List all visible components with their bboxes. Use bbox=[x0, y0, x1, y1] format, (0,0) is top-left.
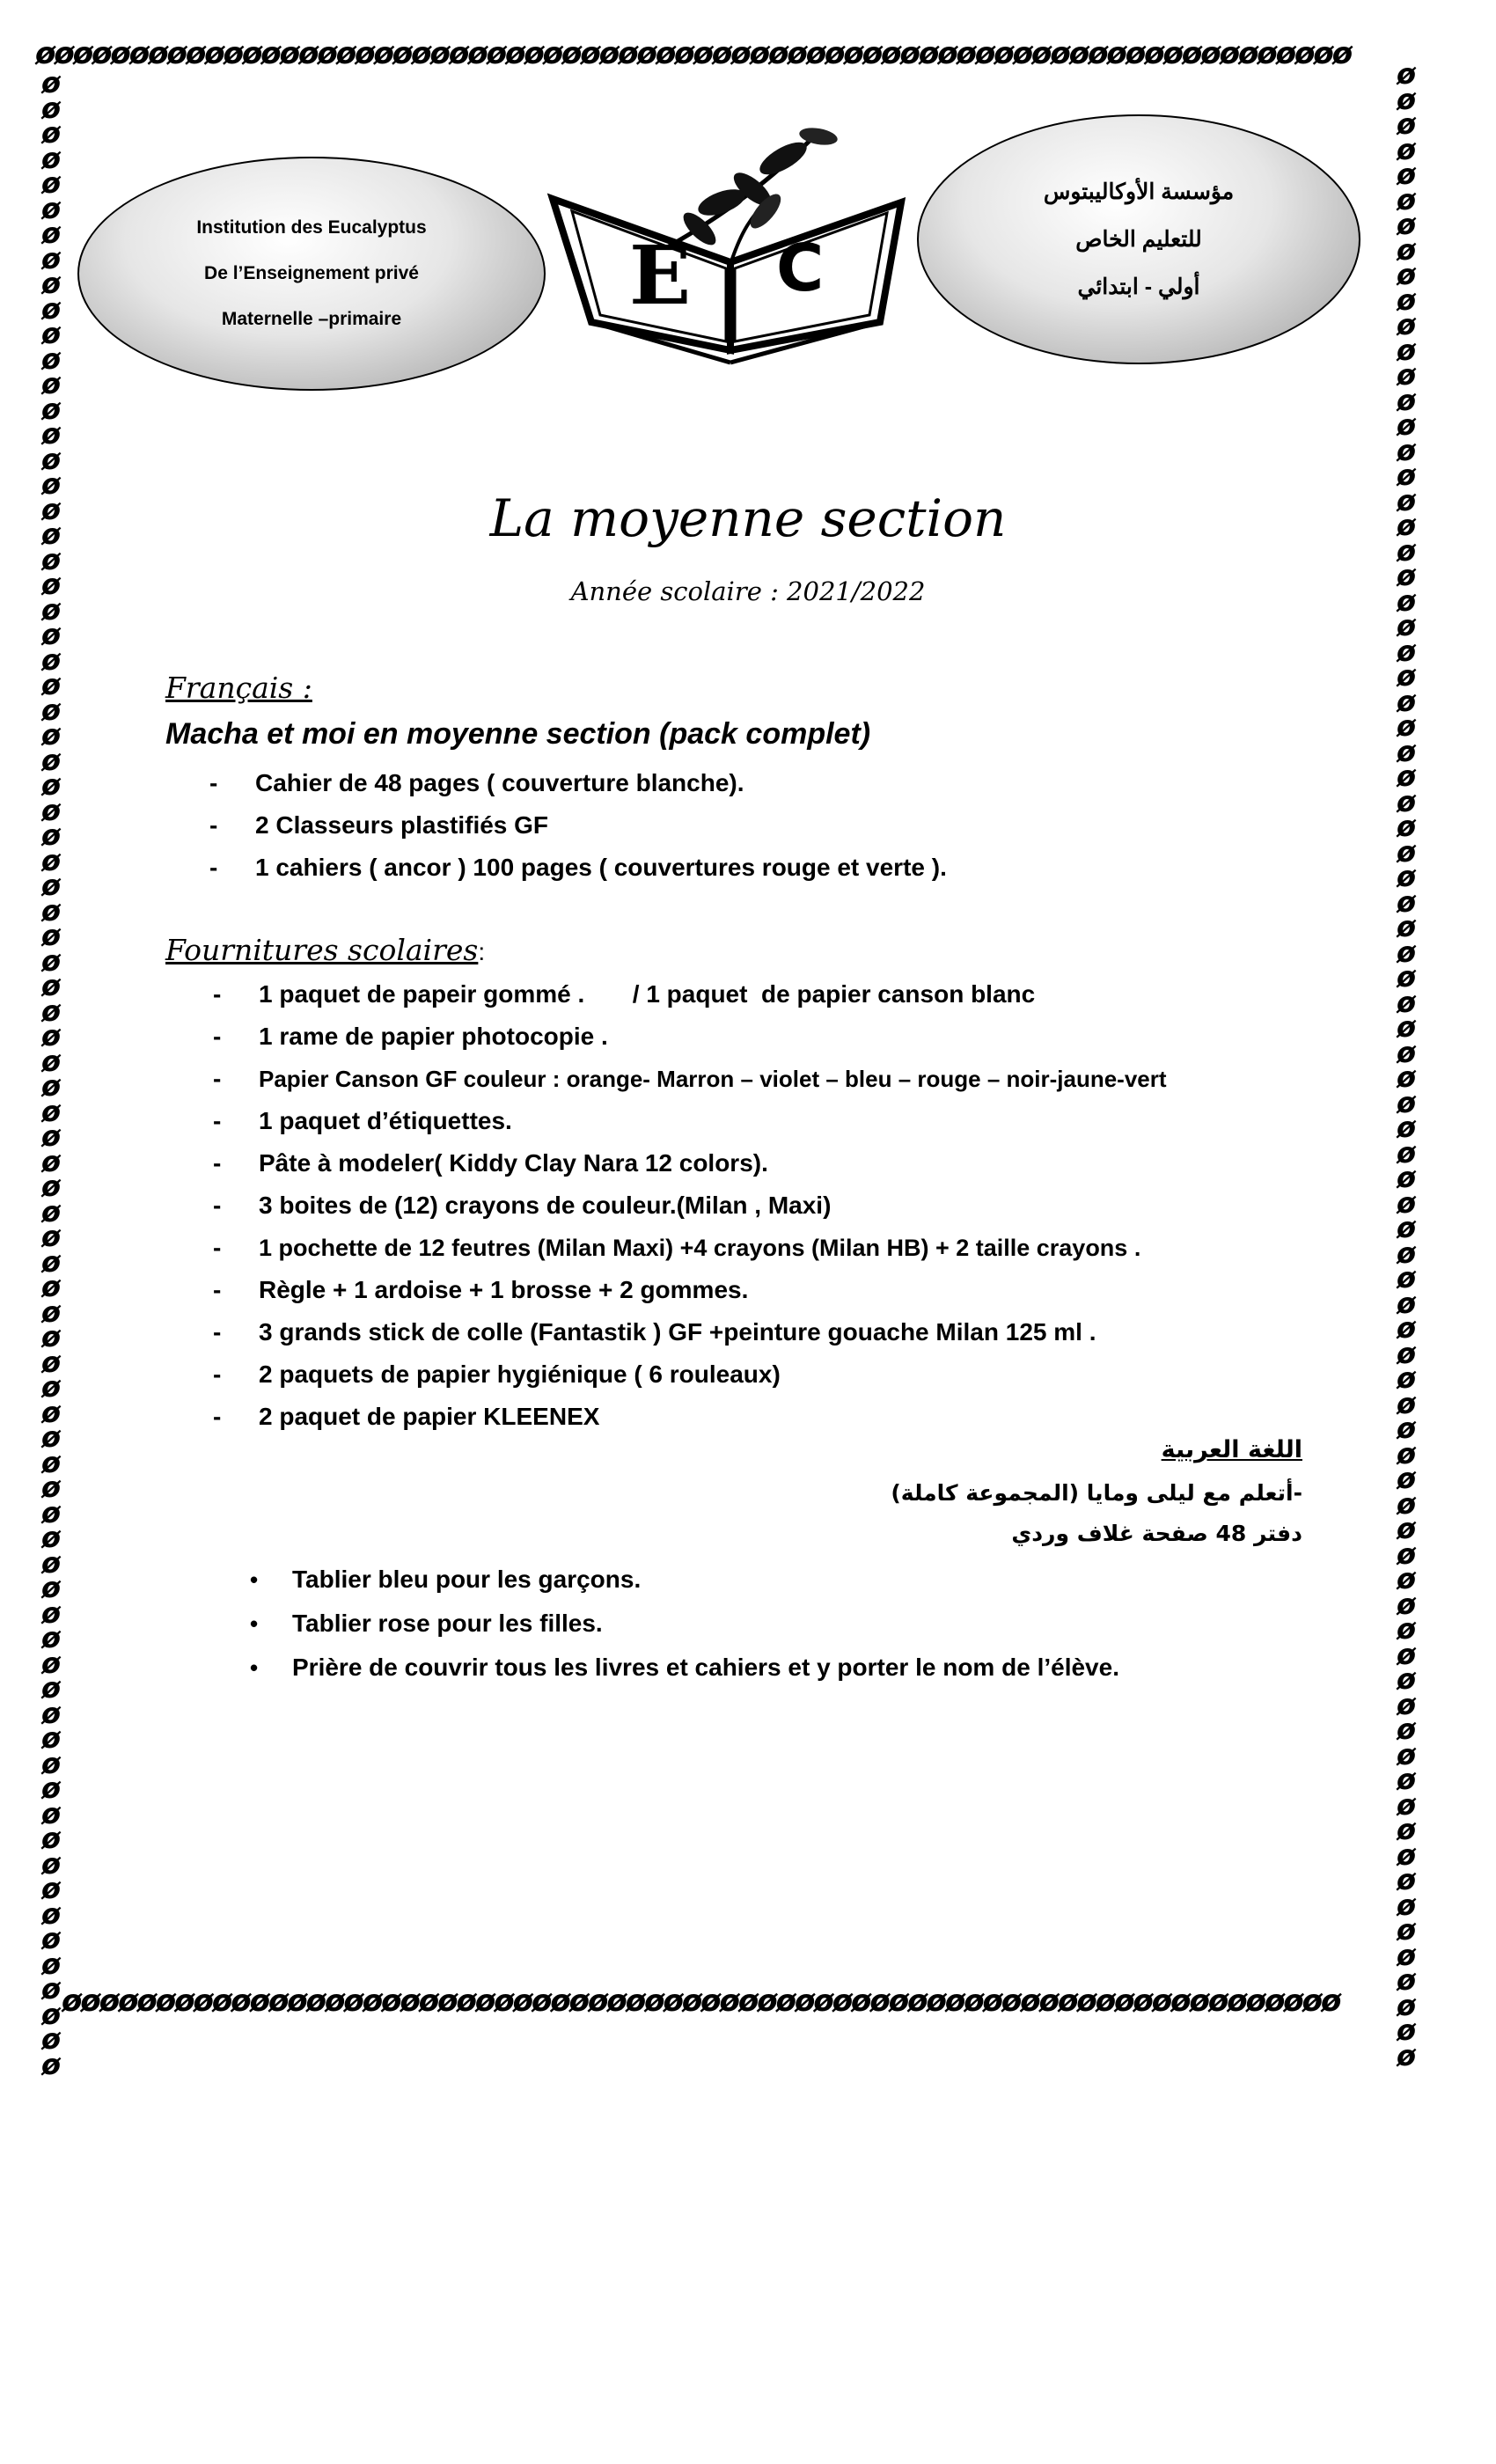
list-item bbox=[213, 1396, 1167, 1438]
list-item-text: 2 Classeurs plastifiés GF bbox=[255, 811, 549, 839]
francais-pack: Macha et moi en moyenne section (pack complet) bbox=[165, 717, 871, 751]
list-item-text: 1 paquet de papeir gommé . / 1 paquet de papier canson blanc bbox=[259, 980, 1036, 1008]
oval-ar-line-1: مؤسسة الأوكاليبتوس bbox=[1043, 180, 1235, 204]
list-dash: - bbox=[213, 1403, 222, 1430]
list-dash: - bbox=[213, 1107, 222, 1134]
arabic-line-2: دفتر 48 صفحة غلاف وردي bbox=[1011, 1521, 1302, 1546]
list-item-text: Papier Canson GF couleur : orange- Marron – violet – bleu – rouge – noir-jaune-vert bbox=[259, 1066, 1167, 1092]
school-logo bbox=[546, 114, 915, 396]
arabic-line-1: -أتعلم مع ليلى ومايا (المجموعة كاملة) bbox=[891, 1480, 1302, 1506]
list-item bbox=[209, 804, 947, 847]
fournitures-list bbox=[213, 973, 1167, 1438]
list-dash: - bbox=[209, 769, 218, 796]
institution-name-oval-fr bbox=[77, 157, 546, 391]
list-item bbox=[213, 1311, 1167, 1353]
francais-heading: Français : bbox=[165, 671, 312, 705]
list-dash: - bbox=[209, 854, 218, 881]
list-item-text: Pâte à modeler( Kiddy Clay Nara 12 colors). bbox=[259, 1149, 768, 1177]
bullet-icon: • bbox=[250, 1610, 259, 1637]
list-dash: - bbox=[213, 1276, 222, 1303]
bullet-icon: • bbox=[250, 1566, 259, 1593]
logo-letter-c: C bbox=[776, 231, 825, 306]
border-right: ø ø ø ø ø ø ø ø ø ø ø ø ø ø ø ø ø ø ø ø ø ø ø ø ø ø ø ø ø ø ø ø ø ø ø ø ø ø ø ø ø ø ø ø ø ø ø ø ø ø ø ø ø ø ø ø ø ø ø ø ø ø ø ø ø ø ø ø ø ø ø ø ø ø ø ø ø ø ø ø bbox=[1397, 57, 1416, 2072]
list-dash: - bbox=[213, 1149, 222, 1177]
list-item-text: 1 rame de papier photocopie . bbox=[259, 1023, 608, 1050]
list-dash: - bbox=[213, 1360, 222, 1388]
list-item bbox=[209, 762, 947, 804]
list-dash: - bbox=[213, 1318, 222, 1346]
oval-fr-line-1: Institution des Eucalyptus bbox=[196, 217, 427, 238]
logo-letter-e: E bbox=[629, 228, 692, 323]
list-dash: - bbox=[209, 811, 218, 839]
list-dash: - bbox=[213, 1065, 222, 1092]
list-item bbox=[213, 973, 1167, 1016]
list-item bbox=[213, 1016, 1167, 1058]
page-title: La moyenne section bbox=[489, 488, 1007, 548]
francais-list bbox=[209, 762, 947, 889]
open-book-icon bbox=[553, 199, 901, 363]
list-item-text: 1 paquet d’étiquettes. bbox=[259, 1107, 512, 1134]
list-dash: - bbox=[213, 1023, 222, 1050]
list-item bbox=[213, 1058, 1167, 1100]
list-item bbox=[213, 1100, 1167, 1142]
list-item bbox=[250, 1558, 1119, 1602]
list-item bbox=[213, 1269, 1167, 1311]
list-item-text: 1 pochette de 12 feutres (Milan Maxi) +4 crayons (Milan HB) + 2 taille crayons . bbox=[259, 1235, 1141, 1261]
notes-list bbox=[250, 1558, 1119, 1690]
oval-ar-line-3: أولي - ابتدائي bbox=[1077, 275, 1200, 299]
list-item bbox=[213, 1184, 1167, 1227]
list-dash: - bbox=[213, 1192, 222, 1219]
list-item-text: 1 cahiers ( ancor ) 100 pages ( couvertures rouge et verte ). bbox=[255, 854, 947, 881]
border-top: øøøøøøøøøøøøøøøøøøøøøøøøøøøøøøøøøøøøøøøøøøøøøøøøøøøøøøøøøøøøøøøøøøøøøø bbox=[35, 36, 1352, 71]
list-item bbox=[213, 1142, 1167, 1184]
arabic-heading: اللغة العربية bbox=[1161, 1436, 1302, 1463]
note-text: Prière de couvrir tous les livres et cahiers et y porter le nom de l’élève. bbox=[292, 1654, 1119, 1681]
list-item bbox=[250, 1646, 1119, 1690]
list-dash: - bbox=[213, 1234, 222, 1261]
list-item-text: 2 paquets de papier hygiénique ( 6 rouleaux) bbox=[259, 1360, 781, 1388]
list-item-text: Cahier de 48 pages ( couverture blanche). bbox=[255, 769, 744, 796]
list-item-text: 2 paquet de papier KLEENEX bbox=[259, 1403, 600, 1430]
institution-name-oval-ar bbox=[917, 114, 1360, 364]
school-year: Année scolaire : 2021/2022 bbox=[570, 576, 926, 606]
oval-fr-line-3: Maternelle –primaire bbox=[221, 309, 402, 329]
fournitures-heading-text: Fournitures scolaires bbox=[165, 933, 479, 967]
list-item bbox=[213, 1227, 1167, 1269]
note-text: Tablier bleu pour les garçons. bbox=[292, 1566, 642, 1593]
list-dash: - bbox=[213, 980, 222, 1008]
list-item-text: 3 grands stick de colle (Fantastik ) GF +peinture gouache Milan 125 ml . bbox=[259, 1318, 1096, 1346]
note-text: Tablier rose pour les filles. bbox=[292, 1610, 603, 1637]
list-item-text: Règle + 1 ardoise + 1 brosse + 2 gommes. bbox=[259, 1276, 749, 1303]
border-bottom: øøøøøøøøøøøøøøøøøøøøøøøøøøøøøøøøøøøøøøøøøøøøøøøøøøøøøøøøøøøøøøøøøøøø bbox=[62, 1984, 1340, 2019]
oval-fr-line-2: De l’Enseignement privé bbox=[204, 263, 419, 283]
fournitures-heading-colon: : bbox=[478, 938, 486, 965]
border-left: ø ø ø ø ø ø ø ø ø ø ø ø ø ø ø ø ø ø ø ø ø ø ø ø ø ø ø ø ø ø ø ø ø ø ø ø ø ø ø ø ø ø ø ø ø ø ø ø ø ø ø ø ø ø ø ø ø ø ø ø ø ø ø ø ø ø ø ø ø ø ø ø ø ø ø ø ø ø ø ø bbox=[41, 66, 61, 2081]
bullet-icon: • bbox=[250, 1654, 259, 1681]
list-item bbox=[250, 1602, 1119, 1646]
list-item bbox=[209, 847, 947, 889]
list-item-text: 3 boites de (12) crayons de couleur.(Milan , Maxi) bbox=[259, 1192, 832, 1219]
oval-ar-line-2: للتعليم الخاص bbox=[1075, 227, 1202, 252]
fournitures-heading bbox=[165, 933, 485, 967]
list-item bbox=[213, 1353, 1167, 1396]
